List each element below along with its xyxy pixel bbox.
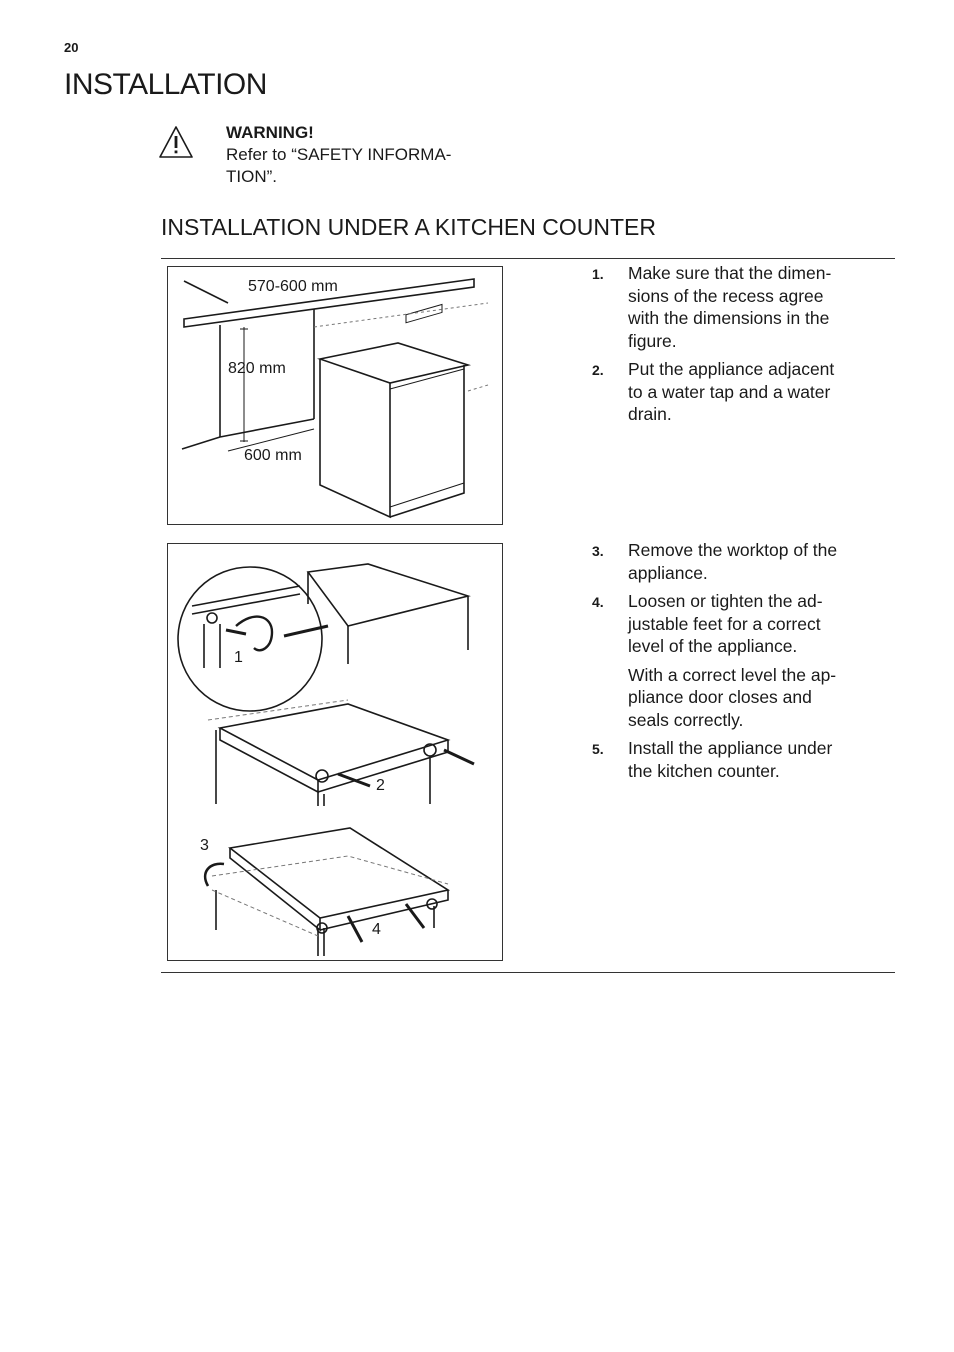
height-dimension-label: 820 mm xyxy=(228,360,286,377)
bottom-divider xyxy=(161,972,895,973)
step-line: Install the appliance under xyxy=(628,738,833,758)
step-item xyxy=(592,539,887,584)
depth-dimension-label: 600 mm xyxy=(244,447,302,464)
step-label-1: 1 xyxy=(234,649,243,666)
warning-triangle-icon xyxy=(158,124,194,160)
step-number: 5. xyxy=(592,741,604,757)
page-number: 20 xyxy=(64,40,79,55)
step-number: 3. xyxy=(592,543,604,559)
steps-group-a xyxy=(592,262,882,432)
step-line: Remove the worktop of the xyxy=(628,540,838,560)
step-line: with the dimensions in the xyxy=(628,308,830,328)
step-line: drain. xyxy=(628,404,672,424)
step-text xyxy=(628,358,882,426)
step-line: to a water tap and a water xyxy=(628,381,831,402)
note-line: seals correctly. xyxy=(628,709,744,730)
warning-text-line2: TION”. xyxy=(226,167,277,186)
step-note xyxy=(592,664,887,732)
warning-title: WARNING! xyxy=(226,123,314,142)
step-line: Loosen or tighten the ad- xyxy=(628,591,823,611)
step-line: the kitchen counter. xyxy=(628,760,780,781)
step-line: figure. xyxy=(628,330,677,351)
note-line: pliance door closes and xyxy=(628,687,812,707)
step-text xyxy=(628,539,887,584)
step-label-2: 2 xyxy=(376,777,385,794)
step-line: level of the appliance. xyxy=(628,636,798,656)
step-item xyxy=(592,737,887,782)
subsection-title: INSTALLATION UNDER A KITCHEN COUNTER xyxy=(161,214,656,240)
step-label-3: 3 xyxy=(200,837,209,854)
steps-group-b xyxy=(592,539,887,788)
step-line: justable feet for a correct xyxy=(628,613,821,634)
warning-block xyxy=(226,122,496,188)
step-line: appliance. xyxy=(628,562,708,583)
step-line: Make sure that the dimen- xyxy=(628,263,832,283)
step-text xyxy=(628,737,887,782)
recess-dimensions-drawing xyxy=(168,267,502,524)
warning-text-line1: Refer to “SAFETY INFORMA- xyxy=(226,145,452,164)
step-item xyxy=(592,262,882,352)
step-text xyxy=(628,262,882,352)
top-divider xyxy=(161,258,895,259)
step-line: Put the appliance adjacent xyxy=(628,359,835,379)
step-number: 4. xyxy=(592,594,604,610)
width-dimension-label: 570-600 mm xyxy=(248,278,338,295)
step-label-4: 4 xyxy=(372,921,381,938)
adjustable-feet-figure xyxy=(167,543,503,961)
section-title: INSTALLATION xyxy=(64,68,267,101)
step-number: 1. xyxy=(592,266,604,282)
step-item xyxy=(592,358,882,426)
step-line: sions of the recess agree xyxy=(628,285,824,306)
adjustable-feet-drawing xyxy=(168,544,502,960)
step-text xyxy=(628,590,887,658)
step-item xyxy=(592,590,887,658)
note-line: With a correct level the ap- xyxy=(628,664,837,685)
recess-dimensions-figure xyxy=(167,266,503,525)
step-number: 2. xyxy=(592,362,604,378)
